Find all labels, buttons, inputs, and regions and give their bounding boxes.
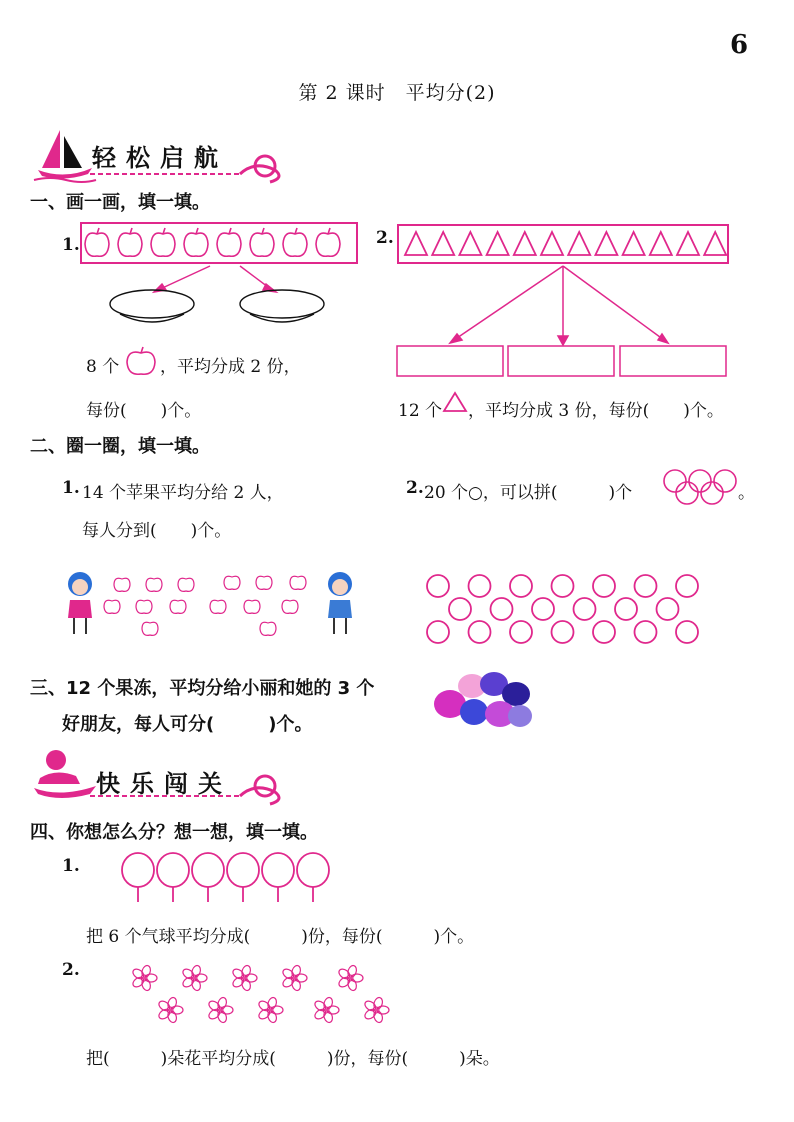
s2-q2-line-b: 。 bbox=[738, 483, 755, 503]
section-3-line2: 好朋友，每人可分( )个。 bbox=[62, 714, 313, 735]
apple-icon bbox=[282, 600, 298, 613]
circle-icon bbox=[532, 598, 554, 620]
s1-q1-line2: 每份( )个。 bbox=[86, 401, 202, 421]
page-number: 6 bbox=[730, 30, 749, 60]
circle-grid bbox=[424, 572, 704, 646]
s1-q2-number: 2. bbox=[376, 228, 394, 248]
section-2-heading: 二、圈一圈，填一填。 bbox=[30, 436, 210, 457]
s1-q2-line-a: 12 个 bbox=[398, 401, 443, 421]
banner-swirl-1 bbox=[90, 164, 290, 188]
flower-icon bbox=[231, 964, 257, 991]
balloon-icon bbox=[157, 853, 189, 887]
circle-icon bbox=[427, 621, 449, 643]
section-4-heading: 四、你想怎么分？想一想，填一填。 bbox=[30, 822, 318, 843]
apple-icon bbox=[217, 228, 241, 256]
apple-icon bbox=[244, 600, 260, 613]
circle-icon bbox=[593, 621, 615, 643]
s2-q1-line2: 每人分到( )个。 bbox=[82, 521, 232, 541]
apple-icon bbox=[290, 576, 306, 589]
apple-icon bbox=[114, 578, 130, 591]
ring-pattern-icon bbox=[662, 468, 742, 508]
s4-q2-line: 把( )朵花平均分成( )份，每份( )朵。 bbox=[86, 1049, 500, 1069]
s2-q1-number: 1. bbox=[62, 478, 80, 498]
circle-icon bbox=[510, 621, 532, 643]
triangle-icon bbox=[432, 232, 454, 255]
boy-icon bbox=[322, 570, 358, 636]
triangle-icon bbox=[487, 232, 509, 255]
s4-q1-line: 把 6 个气球平均分成( )份，每份( )个。 bbox=[86, 927, 475, 947]
apple-icon bbox=[178, 578, 194, 591]
balloon-row bbox=[120, 852, 332, 908]
lesson-title: 第 2 课时 平均分(2) bbox=[298, 82, 496, 104]
circle-icon bbox=[552, 621, 574, 643]
apple-icon bbox=[256, 576, 272, 589]
triangle-icon bbox=[541, 232, 563, 255]
circle-icon bbox=[676, 575, 698, 597]
plates-with-arrows bbox=[100, 264, 340, 334]
s4-q2-number: 2. bbox=[62, 960, 80, 980]
apple-icon bbox=[118, 228, 142, 256]
balloon-icon bbox=[297, 853, 329, 887]
apple-icon bbox=[146, 578, 162, 591]
plate-icon bbox=[240, 290, 324, 318]
s1-q1-line1-b: ，平均分成 2 份， bbox=[160, 357, 301, 377]
triangle-row bbox=[397, 224, 729, 266]
circle-icon bbox=[676, 621, 698, 643]
triangle-icon bbox=[595, 232, 617, 255]
plate-icon bbox=[110, 290, 194, 318]
apple-icon bbox=[142, 622, 158, 635]
apple-icon bbox=[85, 228, 109, 256]
circle-icon bbox=[593, 575, 615, 597]
s2-q1-line1: 14 个苹果平均分给 2 人， bbox=[82, 483, 284, 503]
circle-icon bbox=[635, 575, 657, 597]
division-arrows bbox=[396, 264, 730, 380]
banner-title-1: 轻松启航 bbox=[92, 144, 228, 172]
apple-scatter bbox=[100, 572, 320, 638]
flower-icon bbox=[257, 996, 283, 1023]
triangle-icon bbox=[459, 232, 481, 255]
s4-q1-number: 1. bbox=[62, 856, 80, 876]
flower-icon bbox=[131, 964, 157, 991]
circle-icon bbox=[469, 575, 491, 597]
triangle-icon bbox=[650, 232, 672, 255]
apple-icon bbox=[136, 600, 152, 613]
jelly-icon bbox=[428, 664, 534, 734]
balloon-icon bbox=[122, 853, 154, 887]
section-1-heading: 一、画一画，填一填。 bbox=[30, 192, 210, 213]
flower-group bbox=[126, 962, 396, 1032]
circle-icon bbox=[574, 598, 596, 620]
triangle-icon bbox=[442, 390, 468, 414]
banner-swirl-2 bbox=[90, 788, 290, 812]
circle-icon bbox=[635, 621, 657, 643]
triangle-icon bbox=[677, 232, 699, 255]
s1-q1-number: 1. bbox=[62, 235, 80, 255]
circle-icon bbox=[427, 575, 449, 597]
girl-icon bbox=[62, 570, 98, 636]
flower-icon bbox=[207, 996, 233, 1023]
apple-icon bbox=[224, 576, 240, 589]
circle-icon bbox=[615, 598, 637, 620]
banner-title-2: 快乐闯关 bbox=[96, 770, 232, 798]
apple-icon bbox=[210, 600, 226, 613]
apple-icon bbox=[170, 600, 186, 613]
circle-icon bbox=[469, 621, 491, 643]
s1-q2-line-b: ，平均分成 3 份，每份( )个。 bbox=[468, 401, 724, 421]
apple-icon bbox=[250, 228, 274, 256]
apple-icon bbox=[124, 345, 158, 377]
section-3-line1: 三、12 个果冻，平均分给小丽和她的 3 个 bbox=[30, 678, 375, 699]
s2-q2-line-a: 20 个○，可以拼( )个 bbox=[424, 483, 633, 503]
flower-icon bbox=[363, 996, 389, 1023]
triangle-icon bbox=[514, 232, 536, 255]
circle-icon bbox=[657, 598, 679, 620]
balloon-icon bbox=[262, 853, 294, 887]
circle-icon bbox=[449, 598, 471, 620]
circle-icon bbox=[491, 598, 513, 620]
balloon-icon bbox=[192, 853, 224, 887]
apple-icon bbox=[316, 228, 340, 256]
triangle-icon bbox=[704, 232, 726, 255]
apple-row bbox=[80, 222, 358, 266]
apple-icon bbox=[104, 600, 120, 613]
apple-icon bbox=[151, 228, 175, 256]
triangle-icon bbox=[568, 232, 590, 255]
circle-icon bbox=[510, 575, 532, 597]
flower-icon bbox=[281, 964, 307, 991]
flower-icon bbox=[337, 964, 363, 991]
apple-icon bbox=[260, 622, 276, 635]
s2-q2-number: 2. bbox=[406, 478, 424, 498]
triangle-icon bbox=[405, 232, 427, 255]
apple-icon bbox=[283, 228, 307, 256]
flower-icon bbox=[313, 996, 339, 1023]
circle-icon bbox=[552, 575, 574, 597]
flower-icon bbox=[157, 996, 183, 1023]
flower-icon bbox=[181, 964, 207, 991]
apple-icon bbox=[184, 228, 208, 256]
triangle-icon bbox=[623, 232, 645, 255]
s1-q1-line1-a: 8 个 bbox=[86, 357, 120, 377]
balloon-icon bbox=[227, 853, 259, 887]
